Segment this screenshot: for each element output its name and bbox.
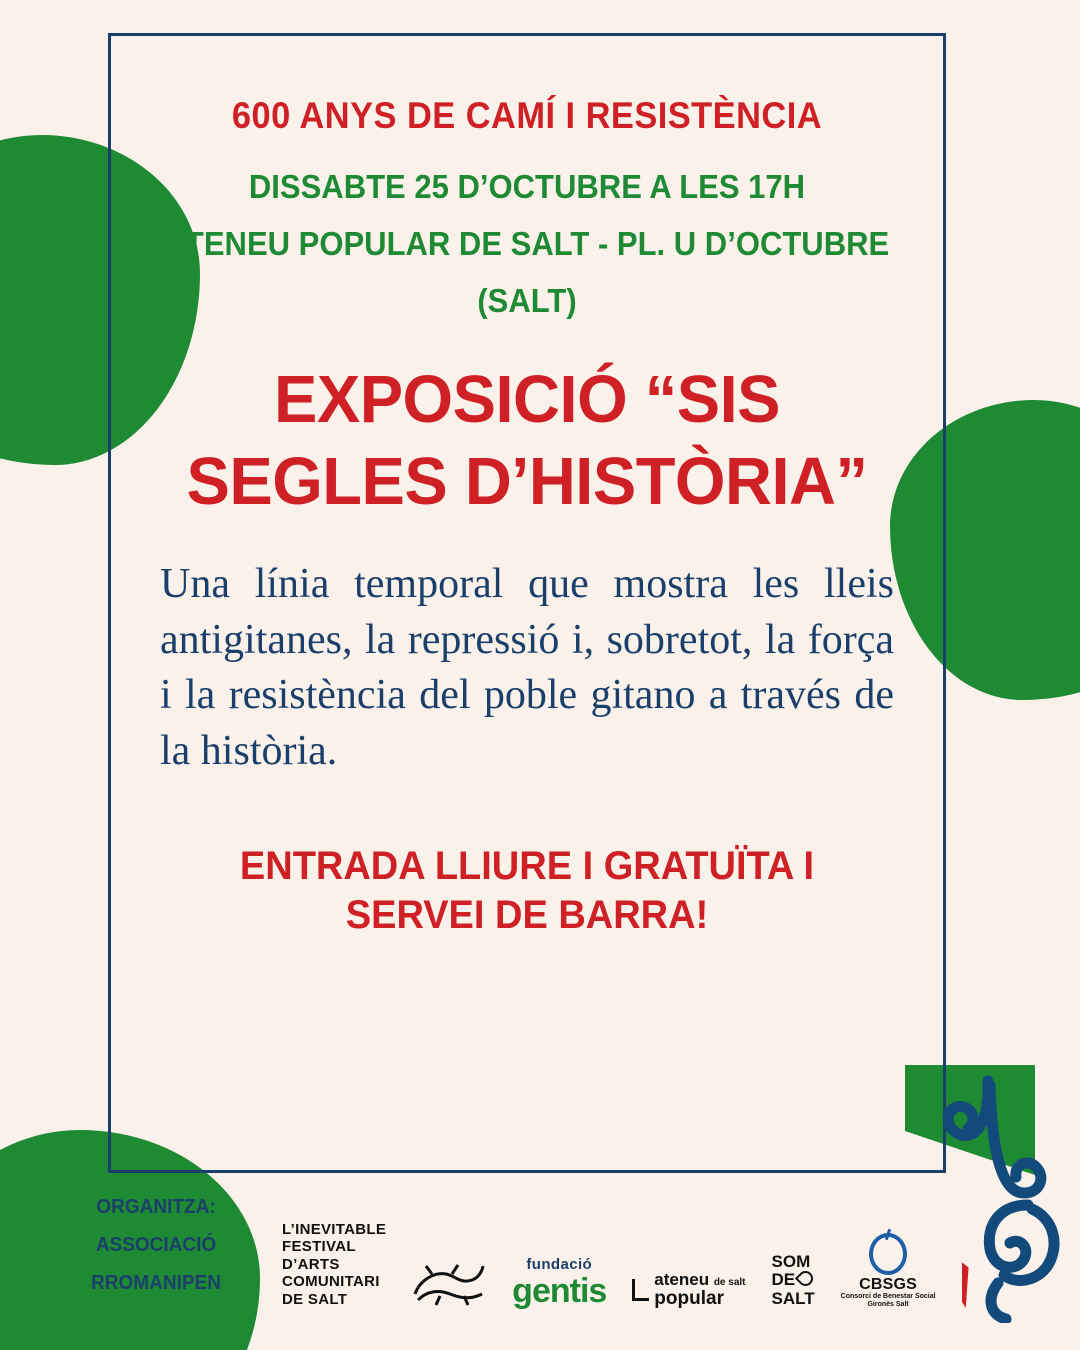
decorative-navy-swirl (928, 1073, 1068, 1328)
logo-som-line-3: SALT (771, 1288, 815, 1308)
page-title-line-2: SEGLES D’HISTÒRIA” (186, 443, 868, 519)
event-date-time: DISSABTE 25 D’OCTUBRE A LES 17H (248, 168, 806, 205)
logo-cbsgs-line-2: Gironès Salt (867, 1300, 909, 1308)
logo-ateneu-popular (632, 1271, 745, 1308)
logo-som-de-salt (772, 1253, 815, 1308)
poster-kicker: 600 ANYS DE CAMÍ I RESISTÈNCIA (231, 95, 823, 136)
logo-inevitable-line-5: DE SALT (282, 1290, 348, 1308)
organizer-name: ASSOCIACIÓ RROMANIPEN (91, 1234, 221, 1294)
logo-cbsgs (841, 1233, 936, 1308)
logo-inevitable-line-1: L’INEVITABLE (282, 1221, 387, 1239)
logo-ateneu-subword: de salt (713, 1277, 746, 1289)
logo-ateneu-line-2: popular (654, 1287, 724, 1309)
cbsgs-ring-icon (869, 1233, 907, 1275)
organizer-label: ORGANITZA: (96, 1196, 216, 1218)
page-title-line-1: EXPOSICIÓ “SIS (273, 362, 781, 438)
poster-content (108, 33, 946, 940)
event-city: (SALT) (477, 281, 577, 319)
logo-cbsgs-line-1: Consorci de Benestar Social (840, 1293, 936, 1301)
logo-inevitable-line-2: FESTIVAL (282, 1238, 356, 1256)
footer (0, 1175, 1080, 1350)
logo-som-line-2: DE (772, 1271, 815, 1289)
event-details (161, 159, 892, 329)
admission-notice (157, 842, 896, 940)
logo-som-line-1: SOM (771, 1251, 811, 1271)
admission-notice-line-1: ENTRADA LLIURE I GRATUÏTA I (239, 844, 815, 889)
logo-fundacio-gentis (512, 1257, 606, 1308)
admission-notice-line-2: SERVEI DE BARRA! (345, 892, 709, 937)
sponsor-logos (282, 1221, 969, 1308)
scribble-figure-icon (412, 1260, 486, 1308)
logo-inevitable-line-3: D’ARTS (282, 1255, 340, 1273)
logo-gentis-top: fundació (526, 1256, 593, 1273)
water-drop-icon (795, 1268, 816, 1289)
logo-cbsgs-acronym: CBSGS (859, 1275, 918, 1293)
event-venue: ATENEU POPULAR DE SALT - PL. U D’OCTUBRE (164, 224, 890, 262)
logo-inevitable-line-4: COMUNITARI (282, 1273, 380, 1291)
logo-ateneu-line-1 (654, 1271, 745, 1288)
logo-ateneu-word: ateneu (654, 1270, 710, 1290)
ateneu-bracket-icon (632, 1279, 649, 1301)
exhibition-description: Una línia temporal que mostra les lleis antigitanes, la repressió i, sobretot, la força i la resistència del poble gitano a través de la història. (160, 560, 894, 775)
logo-inevitable-festival (282, 1221, 386, 1308)
organizer-block (44, 1188, 268, 1302)
page-title (150, 359, 905, 522)
logo-gentis-name: gentis (512, 1272, 607, 1310)
